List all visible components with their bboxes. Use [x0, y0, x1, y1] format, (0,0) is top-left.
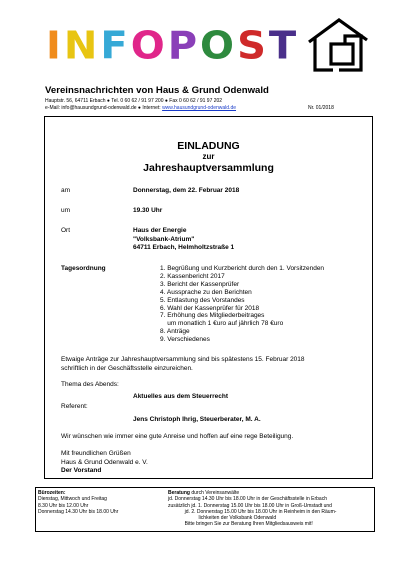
closing-wish: Wir wünschen wie immer eine gute Anreise und hoffen auf eine rege Beteiligung. [61, 433, 294, 440]
advice-line: jd. 2. Donnerstag 15.00 Uhr bis 18.00 Uhr in Reinheim in den Räum- [168, 508, 337, 515]
motions-text: schriftlich in der Geschäftsstelle einzureichen. [61, 364, 193, 372]
time-label: um [61, 207, 71, 214]
place-line: Haus der Energie [133, 227, 187, 234]
place-line: 64711 Erbach, Helmholtzstraße 1 [133, 244, 235, 251]
advice-line: zusätzlich jd. 1. Donnerstag 15.00 Uhr bis 18.00 Uhr in Groß-Umstadt und [168, 502, 332, 509]
office-title: Bürozeiten: [38, 490, 66, 496]
invitation-sub: zur [202, 152, 215, 161]
office-line: Donnerstag 14.30 Uhr bis 18.00 Uhr [38, 508, 119, 515]
agenda-item: 3. Bericht der Kassenprüfer [160, 280, 240, 288]
advice-line: jd. Donnerstag 14.30 Uhr bis 18.00 Uhr in der Geschäftsstelle in Erbach [168, 496, 327, 503]
office-line: 8.30 Uhr bis 12.00 Uhr [38, 502, 89, 509]
greeting: Mit freundlichen Grüßen [61, 450, 131, 457]
agenda-item: 4. Aussprache zu den Berichten [160, 288, 252, 296]
address-line: Hauptstr. 56, 64711 Erbach ● Tel. 0 60 62 / 91 97 200 ● Fax 0 60 62 / 91 97 202 [45, 98, 223, 104]
place-label: Ort [61, 227, 71, 234]
logo-letter: P [167, 24, 201, 68]
time-value: 19.30 Uhr [133, 207, 163, 214]
logo-letter: O [200, 24, 238, 68]
advice-title-rest: durch Vereinsanwälte [189, 490, 240, 496]
agenda-list [160, 265, 324, 344]
logo-letter: O [130, 24, 168, 68]
invitation-title: EINLADUNG [177, 140, 240, 152]
agenda-item: 7. Erhöhung des Mitgliederbeitrages [160, 312, 265, 320]
signature: Der Vorstand [61, 467, 102, 474]
agenda-item: um monatlich 1 €uro auf jährlich 78 €uro [160, 320, 284, 328]
infopost-logo [46, 26, 299, 66]
legal-advice [168, 490, 336, 528]
agenda-item: 1. Begrüßung und Kurzbericht durch den 1. Vorsitzenden [160, 265, 325, 272]
agenda-item: 5. Entlastung des Vorstandes [160, 296, 245, 304]
issue-number: Nr. 01/2018 [308, 105, 334, 111]
theme-label: Thema des Abends: [61, 381, 119, 388]
date-label: am [61, 187, 71, 194]
agenda-item: 8. Anträge [160, 328, 190, 336]
house-logo-icon [305, 16, 369, 74]
sender: Haus & Grund Odenwald e. V. [61, 458, 148, 466]
website-link[interactable]: www.hausundgrund-odenwald.de [162, 105, 237, 111]
motions-text: Etwaige Anträge zur Jahreshauptversammlung sind bis spätestens 15. Februar 2018 [61, 356, 305, 363]
logo-letter: T [268, 24, 300, 68]
agenda-label: Tagesordnung [61, 265, 106, 272]
date-value: Donnerstag, dem 22. Februar 2018 [133, 187, 240, 194]
agenda-item: 2. Kassenbericht 2017 [160, 272, 225, 280]
email-text: e-Mail: info@hausundgrund-odenwald.de ● Internet: [45, 105, 163, 111]
org-name: Vereinsnachrichten von Haus & Grund Odenwald [45, 85, 269, 96]
office-line: Dienstag, Mittwoch und Freitag [38, 496, 107, 503]
logo-letter: I [46, 24, 64, 68]
advice-line: lichkeiten der Volksbank Odenwald [168, 515, 277, 522]
contact-line [45, 105, 236, 111]
advice-line: Bitte bringen Sie zur Beratung Ihren Mitgliedsausweis mit! [168, 521, 313, 528]
theme-value: Aktuelles aus dem Steuerrecht [133, 393, 229, 400]
advice-title: Beratung [168, 490, 190, 496]
speaker-value: Jens Christoph Ihrig, Steuerberater, M. A. [133, 416, 261, 423]
office-hours [38, 490, 118, 515]
agenda-item: 9. Verschiedenes [160, 336, 210, 344]
logo-letter: F [100, 24, 131, 68]
logo-letter: S [237, 24, 269, 68]
logo-letter: N [63, 24, 101, 68]
agenda-item: 6. Wahl der Kassenprüfer für 2018 [160, 304, 260, 312]
event-name: Jahreshauptversammlung [143, 162, 274, 174]
place-line: "Volksbank-Atrium" [133, 235, 195, 243]
speaker-label: Referent: [61, 403, 88, 410]
